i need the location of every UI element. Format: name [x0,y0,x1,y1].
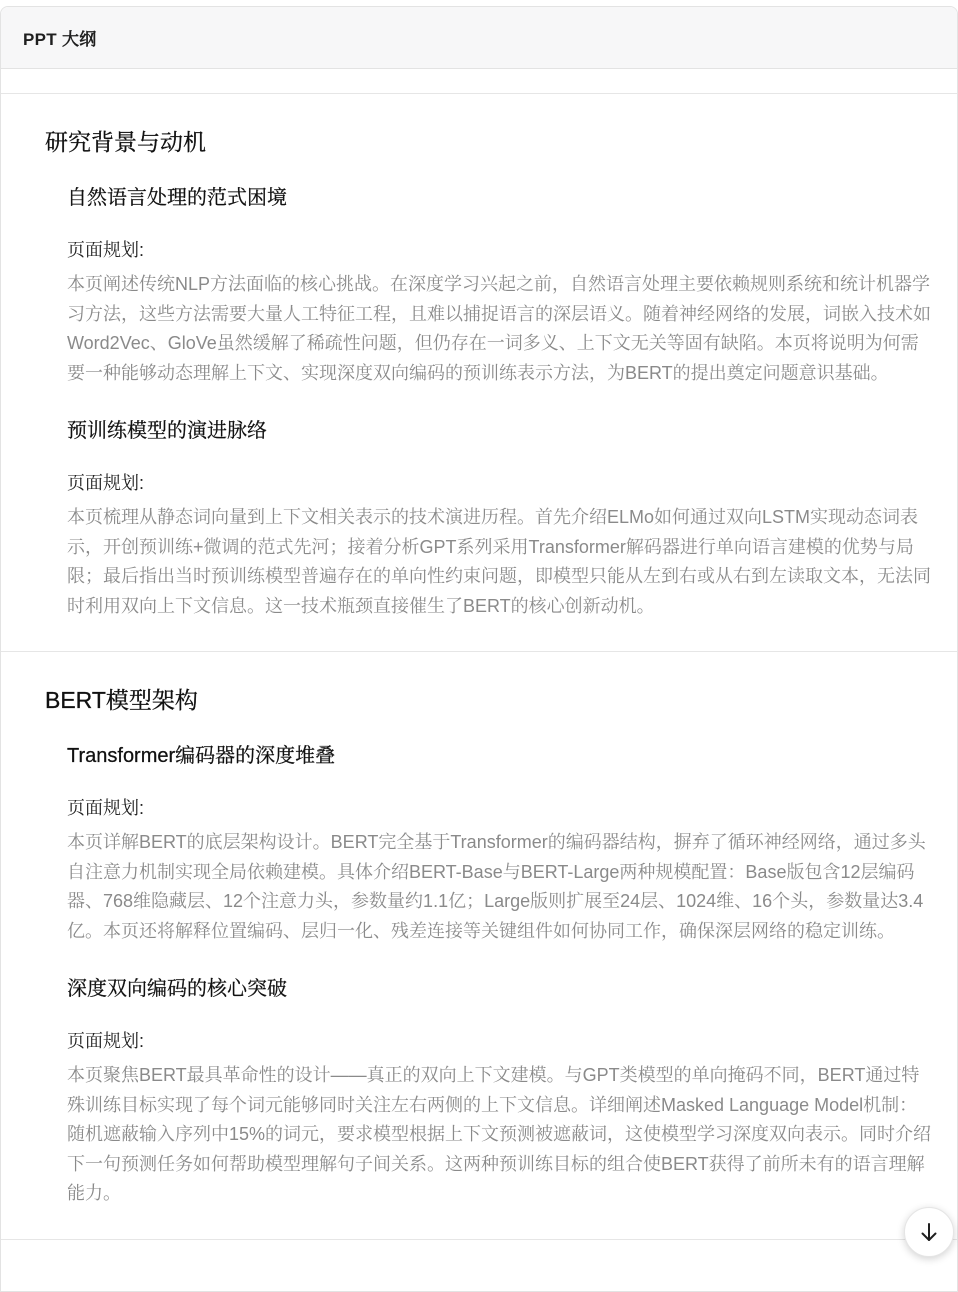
outline-panel [0,6,958,1292]
top-divider [1,69,957,94]
slide-title: 自然语言处理的范式困境 [67,187,287,209]
plan-label: 页面规划: [67,798,145,818]
arrow-down-icon [918,1221,940,1243]
slide-item [67,414,935,621]
plan-text: 本页聚焦BERT最具革命性的设计——真正的双向上下文建模。与GPT类模型的单向掩码不同，BERT通过特殊训练目标实现了每个词元能够同时关注左右两侧的上下文信息。详细阐述Masked Language Model机制：随机遮蔽输入序列中15%的词元，要求模型根据上下文预测被遮蔽词，这使模型学习深度双向表示。同时介绍下一句预测任务如何帮助模型理解句子间关系。这两种预训练目标的组合使BERT获得了前所未有的语言理解能力。 [67,1065,932,1203]
slide-title: Transformer编码器的深度堆叠 [67,745,336,767]
plan-label: 页面规划: [67,240,145,260]
slide-item [67,181,935,388]
slide-item [67,972,935,1209]
plan-text: 本页阐述传统NLP方法面临的核心挑战。在深度学习兴起之前，自然语言处理主要依赖规则系统和统计机器学习方法，这些方法需要大量人工特征工程，且难以捕捉语言的深层语义。随着神经网络的发展，词嵌入技术如Word2Vec、GloVe虽然缓解了稀疏性问题，但仍存在一词多义、上下文无关等固有缺陷。本页将说明为何需要一种能够动态理解上下文、实现深度双向编码的预训练表示方法，为BERT的提出奠定问题意识基础。 [67,274,931,383]
plan-label: 页面规划: [67,1031,145,1051]
plan-text: 本页梳理从静态词向量到上下文相关表示的技术演进历程。首先介绍ELMo如何通过双向LSTM实现动态词表示，开创预训练+微调的范式先河；接着分析GPT系列采用Transformer解码器进行单向语言建模的优势与局限；最后指出当时预训练模型普遍存在的单向性约束问题，即模型只能从左到右或从右到左读取文本，无法同时利用双向上下文信息。这一技术瓶颈直接催生了BERT的核心创新动机。 [67,507,931,616]
section-title: BERT模型架构 [45,687,198,713]
plan-text: 本页详解BERT的底层架构设计。BERT完全基于Transformer的编码器结构，摒弃了循环神经网络，通过多头自注意力机制实现全局依赖建模。具体介绍BERT-Base与BERT-Large两种规模配置：Base版包含12层编码器、768维隐藏层、12个注意力头，参数量约1.1亿；Large版则扩展至24层、1024维、16个头，参数量达3.4亿。本页还将解释位置编码、层归一化、残差连接等关键组件如何协同工作，确保深层网络的稳定训练。 [67,832,926,941]
slide-title: 深度双向编码的核心突破 [67,978,287,1000]
outline-section [1,94,957,652]
slide-title: 预训练模型的演进脉络 [67,420,267,442]
scroll-to-bottom-button[interactable] [904,1207,954,1257]
panel-title: PPT 大纲 [23,30,97,49]
section-title: 研究背景与动机 [45,129,206,155]
slide-item [67,739,935,946]
outline-section [1,652,957,1240]
panel-header [1,7,957,69]
plan-label: 页面规划: [67,473,145,493]
